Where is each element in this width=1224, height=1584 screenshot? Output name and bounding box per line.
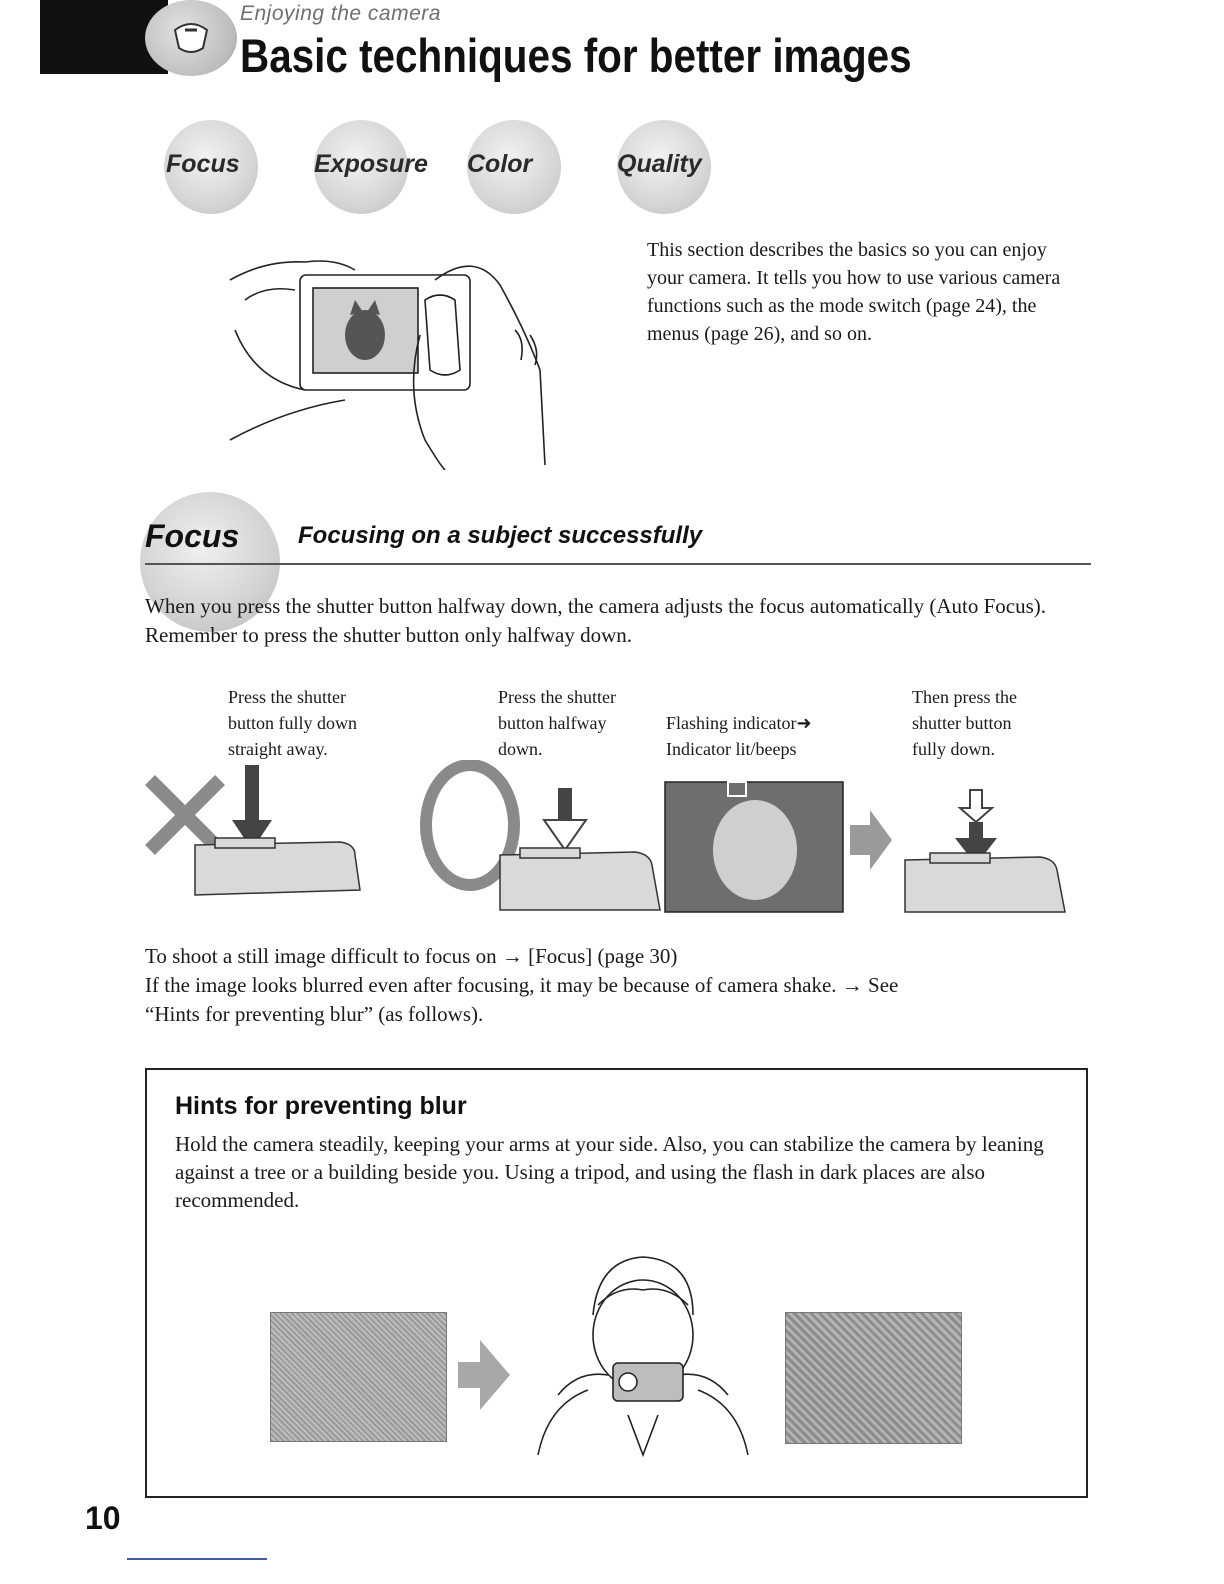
caption-right: [498, 684, 668, 762]
intro-paragraph: This section describes the basics so you can enjoy your camera. It tells you how to use various camera functions such as the mode switch (page 24), the menus (page 26), and so on.: [647, 239, 1061, 345]
note-line: If the image looks blurred even after focusing, it may be because of camera shake. → See: [145, 973, 899, 997]
wrong-x-icon: [150, 780, 220, 850]
caption-right-line: down.: [498, 739, 543, 759]
caption-then-line: fully down.: [912, 739, 995, 759]
caption-indicator-line: Indicator lit/beeps: [666, 739, 797, 759]
focus-notes: [145, 942, 1090, 1029]
lcd-screen-preview: [665, 782, 843, 912]
half-press-arrow-icon: [544, 788, 586, 850]
person-holding-camera-illustration: [518, 1245, 768, 1460]
caption-wrong-line: Press the shutter: [228, 687, 346, 707]
footer-line: [127, 1558, 267, 1560]
focus-section-tag: Focus: [145, 518, 240, 554]
camera-top-icon-3: [905, 853, 1065, 912]
hints-text: Hold the camera steadily, keeping your arms at your side. Also, you can stabilize the camera by leaning against a tree or a building beside you. Using a tripod, and using the flash in dark places are also recommended.: [175, 1132, 1044, 1212]
sharp-photo: [785, 1312, 962, 1444]
camera-top-icon-2: [500, 848, 660, 910]
caption-then: [912, 684, 1082, 762]
topic-exposure-label: Exposure: [314, 150, 428, 178]
camera-top-icon-1: [195, 838, 360, 895]
caption-right-line: Press the shutter: [498, 687, 616, 707]
topic-color-label: Color: [467, 150, 533, 178]
focus-section-title: Focusing on a subject successfully: [298, 522, 703, 549]
page-number: 10: [85, 1500, 121, 1536]
caption-indicator-line: Flashing indicator: [666, 713, 797, 733]
topic-quality-label: Quality: [617, 150, 702, 178]
note-line: To shoot a still image difficult to focus on → [Focus] (page 30): [145, 944, 678, 968]
caption-then-line: Then press the: [912, 687, 1017, 707]
section-tab-icon: [145, 0, 237, 76]
caption-wrong: [228, 684, 428, 762]
section-label: Enjoying the camera: [240, 2, 441, 25]
arrow-right-icon: ➜: [796, 713, 812, 733]
focus-section-body: When you press the shutter button halfway down, the camera adjusts the focus automatically (Auto Focus). Remember to press the shutter button only halfway down.: [145, 594, 1047, 647]
note-line: “Hints for preventing blur” (as follows).: [145, 1002, 484, 1026]
hints-title: Hints for preventing blur: [175, 1092, 467, 1120]
caption-wrong-line: straight away.: [228, 739, 328, 759]
topic-focus-label: Focus: [166, 150, 240, 178]
blurred-photo: [270, 1312, 447, 1442]
sequence-arrow-icon: [850, 810, 892, 870]
caption-right-line: button halfway: [498, 713, 607, 733]
page-title: Basic techniques for better images: [240, 29, 912, 82]
blur-arrow-icon: [458, 1340, 510, 1410]
caption-then-line: shutter button: [912, 713, 1012, 733]
caption-wrong-line: button fully down: [228, 713, 357, 733]
hands-holding-camera-illustration: [225, 240, 575, 470]
caption-indicator: [666, 710, 896, 762]
shutter-sequence-illustration: [140, 760, 1080, 920]
section-divider: [145, 563, 1091, 565]
